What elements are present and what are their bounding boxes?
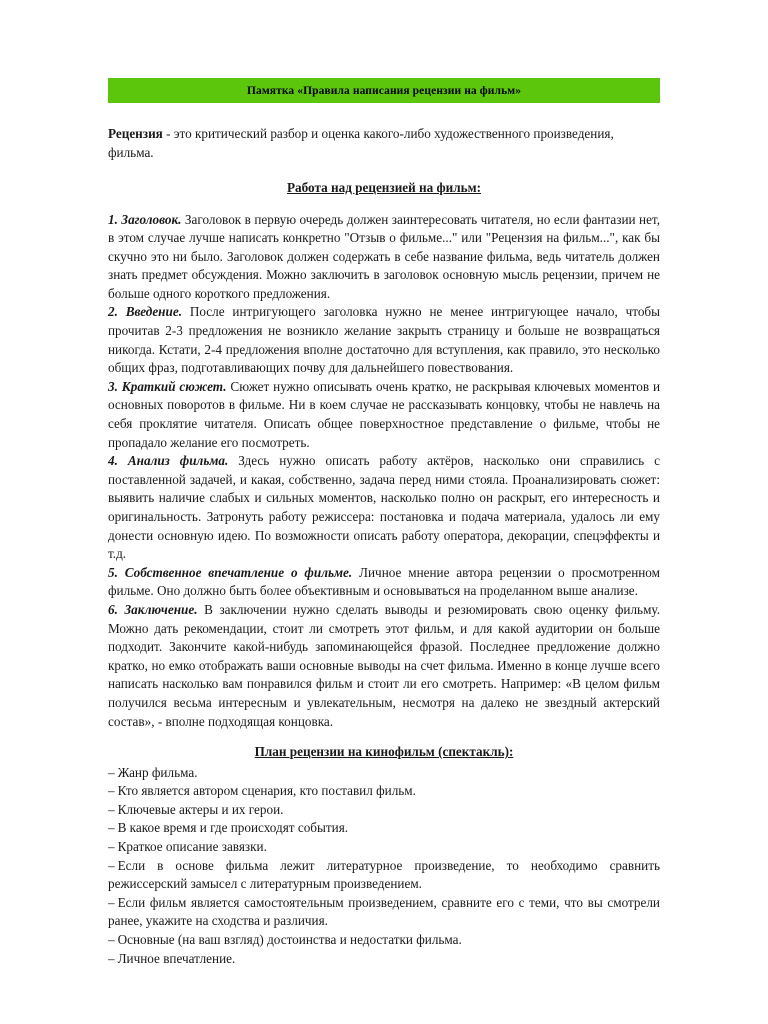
list-item-text: В какое время и где происходят события. [117, 820, 349, 836]
list-item-text: Кто является автором сценария, кто поставил фильм. [117, 783, 416, 799]
intro-paragraph [108, 125, 660, 162]
list-item [108, 819, 660, 838]
intro-definition: - это критический разбор и оценка какого-либо художественного произведения, фильма. [108, 126, 614, 160]
list-item-text: Личное впечатление. [117, 950, 236, 966]
intro-term: Рецензия [108, 126, 163, 141]
rule-lead: 2. Введение. [108, 304, 182, 320]
rule-body: Заголовок в первую очередь должен заинтересовать читателя, но если фантазии нет, в этом случае лучше написать конкретно "Отзыв о фильме..." или "Рецензия на фильм...", как бы скучно это ни было. Заголовок должен содержать в себе название фильма, ведь читатель должен знать предмет обсуждения. Можно заключить в заголовок основную мысль рецензии, причем не больше одного короткого предложения. [108, 211, 661, 301]
rule-lead: 4. Анализ фильма. [108, 453, 229, 469]
list-item [108, 857, 660, 894]
rule-lead: 1. Заголовок. [108, 211, 182, 227]
rule-body: Здесь нужно описать работу актёров, насколько они справились с поставленной задачей, и какая, собственно, задача перед ними стояла. Проанализировать сюжет: выявить наличие слабых и сильных моментов, насколько полно он раскрыт, его интересность и оригинальность. Затронуть работу режиссера: постановка и подача материала, удалось ли ему донести основную идею. По возможности описать работу оператора, декорации, спецэффекты и т.д. [108, 453, 660, 562]
rule-lead: 5. Собственное впечатление о фильме. [108, 564, 353, 580]
rule-item [108, 564, 660, 601]
list-dash: – [108, 839, 115, 854]
rule-lead: 6. Заключение. [108, 601, 198, 617]
rules-list [108, 211, 660, 732]
list-item-text: Жанр фильма. [117, 764, 198, 780]
rule-body: Сюжет нужно описывать очень кратко, не раскрывая ключевых моментов и основных поворотов в фильме. Ни в коем случае не рассказывать концовку, чтобы не навлечь на себя проклятие читателя. Описать общее поверхностное представление о фильме, чтобы не пропадало желание его посмотреть. [108, 378, 661, 450]
heading-review-plan: План рецензии на кинофильм (спектакль): [254, 744, 514, 760]
list-dash: – [108, 931, 115, 947]
list-item [108, 801, 660, 820]
rule-item [108, 303, 660, 377]
rule-body: Личное мнение автора рецензии о просмотренном фильме. Оно должно быть более объективным и основываться на проделанном выше анализе. [108, 564, 660, 599]
rule-body: После интригующего заголовка нужно не менее интригующее начало, чтобы прочитав 2-3 предложения не возникло желание закрыть страницу и больше не возвращаться никогда. Кстати, 2-4 предложения вполне достаточно для вступления, как правило, это несколько общих фраз, подготавливающих почву для дальнейшего повествования. [108, 304, 660, 376]
list-dash: – [108, 894, 115, 910]
list-item-text: Если фильм является самостоятельным произведением, сравните его с теми, что вы смотрели ранее, укажите на сходства и различия. [108, 894, 660, 929]
list-item-text: Краткое описание завязки. [117, 839, 267, 854]
list-item [108, 931, 660, 950]
list-dash: – [108, 801, 115, 817]
rule-item [108, 211, 660, 304]
banner-title-text: Памятка «Правила написания рецензии на фильм» [246, 84, 522, 97]
rule-lead: 3. Краткий сюжет. [108, 378, 227, 394]
rule-body: В заключении нужно сделать выводы и резюмировать свою оценку фильму. Можно дать рекомендации, стоит ли смотреть этот фильм, и для какой аудитории он больше подходит. Закончите какой-нибудь запоминающейся фразой. Последнее предложение должно кратко, но емко отображать ваши основные выводы на счет фильма. Именно в конце лучше всего написать насколько вам понравился фильм и стоит ли его смотреть. Например: «В целом фильм получился весьма интересным и увлекательным, несмотря на далеко не звездный актерский состав», - вполне подходящая концовка. [108, 601, 660, 729]
list-item [108, 764, 660, 783]
list-item [108, 894, 660, 931]
rule-item [108, 601, 660, 731]
list-item-text: Ключевые актеры и их герои. [117, 801, 284, 817]
rule-item [108, 452, 660, 564]
list-dash: – [108, 950, 115, 966]
heading-work-on-review: Работа над рецензией на фильм: [286, 180, 482, 195]
list-item [108, 950, 660, 969]
rule-item [108, 378, 660, 452]
list-dash: – [108, 857, 115, 873]
list-item [108, 782, 660, 801]
list-dash: – [108, 764, 115, 780]
title-banner [108, 78, 660, 103]
list-dash: – [108, 820, 115, 836]
list-dash: – [108, 783, 115, 799]
plan-list [108, 764, 660, 969]
list-item-text: Основные (на ваш взгляд) достоинства и недостатки фильма. [117, 931, 462, 947]
list-item-text: Если в основе фильма лежит литературное произведение, то необходимо сравнить режиссерский замысел с литературным произведением. [108, 857, 660, 892]
list-item [108, 838, 660, 857]
